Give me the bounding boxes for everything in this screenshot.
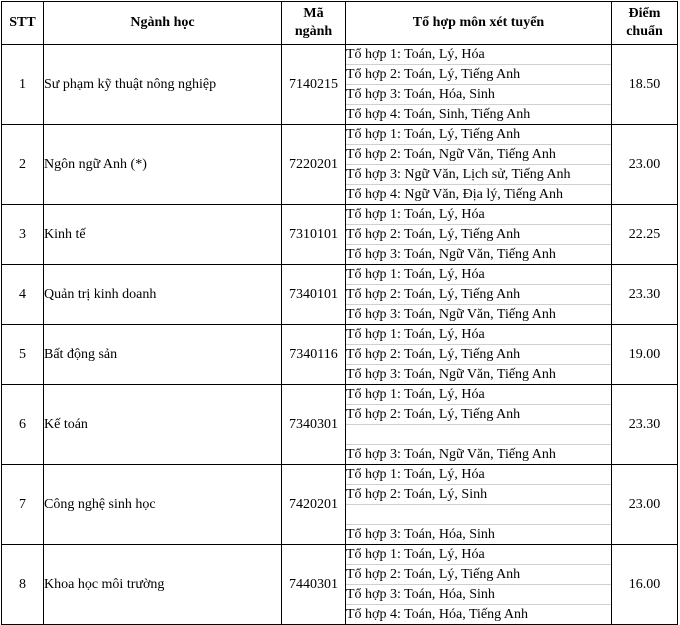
table-row (2, 465, 678, 545)
row-score: 23.00 (612, 465, 678, 545)
combo-line: Tổ hợp 2: Toán, Ngữ Văn, Tiếng Anh (346, 145, 611, 165)
combo-line (346, 425, 611, 445)
combo-line: Tổ hợp 3: Toán, Ngữ Văn, Tiếng Anh (346, 367, 556, 382)
row-code: 7420201 (282, 465, 346, 545)
combo-line (346, 505, 611, 525)
row-major: Bất động sản (44, 325, 282, 385)
combo-line: Tổ hợp 1: Toán, Lý, Hóa (346, 545, 611, 565)
header-code (282, 2, 346, 45)
combo-line: Tổ hợp 2: Toán, Lý, Tiếng Anh (346, 345, 611, 365)
row-code: 7340116 (282, 325, 346, 385)
combo-line: Tổ hợp 4: Toán, Sinh, Tiếng Anh (346, 107, 531, 122)
combo-line: Tổ hợp 1: Toán, Lý, Hóa (346, 385, 611, 405)
combo-line: Tổ hợp 4: Ngữ Văn, Địa lý, Tiếng Anh (346, 187, 563, 202)
row-combos (346, 465, 612, 545)
row-stt: 8 (2, 545, 44, 625)
row-stt: 4 (2, 265, 44, 325)
combo-line: Tổ hợp 4: Toán, Hóa, Tiếng Anh (346, 607, 528, 622)
row-major: Công nghệ sinh học (44, 465, 282, 545)
row-stt: 3 (2, 205, 44, 265)
combo-line: Tổ hợp 3: Toán, Ngữ Văn, Tiếng Anh (346, 307, 556, 322)
combo-line: Tổ hợp 2: Toán, Lý, Tiếng Anh (346, 225, 611, 245)
table-row (2, 545, 678, 625)
row-score: 19.00 (612, 325, 678, 385)
table-row (2, 385, 678, 465)
combo-line: Tổ hợp 3: Toán, Hóa, Sinh (346, 585, 611, 605)
row-combos (346, 325, 612, 385)
row-score: 23.30 (612, 265, 678, 325)
combo-line: Tổ hợp 1: Toán, Lý, Tiếng Anh (346, 125, 611, 145)
row-major: Ngôn ngữ Anh (*) (44, 125, 282, 205)
combo-line: Tổ hợp 2: Toán, Lý, Tiếng Anh (346, 285, 611, 305)
row-score: 23.30 (612, 385, 678, 465)
table-row (2, 205, 678, 265)
row-combos (346, 265, 612, 325)
row-combos (346, 545, 612, 625)
table-row (2, 45, 678, 125)
row-major: Kinh tế (44, 205, 282, 265)
combo-line: Tổ hợp 1: Toán, Lý, Hóa (346, 325, 611, 345)
table-row (2, 125, 678, 205)
header-row (2, 2, 678, 45)
combo-line: Tổ hợp 3: Toán, Ngữ Văn, Tiếng Anh (346, 247, 556, 262)
row-score: 23.00 (612, 125, 678, 205)
header-code-line1: Mã (303, 6, 324, 21)
row-combos (346, 125, 612, 205)
admissions-table (1, 1, 678, 625)
row-major: Khoa học môi trường (44, 545, 282, 625)
combo-line: Tổ hợp 1: Toán, Lý, Hóa (346, 45, 611, 65)
row-combos (346, 205, 612, 265)
combo-line: Tổ hợp 3: Ngữ Văn, Lịch sử, Tiếng Anh (346, 165, 611, 185)
combo-line: Tổ hợp 1: Toán, Lý, Hóa (346, 205, 611, 225)
header-combos: Tổ hợp môn xét tuyển (346, 2, 612, 45)
row-major: Quản trị kinh doanh (44, 265, 282, 325)
row-combos (346, 45, 612, 125)
row-stt: 2 (2, 125, 44, 205)
row-major: Kế toán (44, 385, 282, 465)
row-stt: 7 (2, 465, 44, 545)
combo-line: Tổ hợp 3: Toán, Ngữ Văn, Tiếng Anh (346, 447, 556, 462)
combo-line: Tổ hợp 2: Toán, Lý, Tiếng Anh (346, 65, 611, 85)
header-code-line2: ngành (294, 24, 333, 39)
row-score: 18.50 (612, 45, 678, 125)
row-stt: 6 (2, 385, 44, 465)
row-combos (346, 385, 612, 465)
row-code: 7140215 (282, 45, 346, 125)
header-stt: STT (2, 2, 44, 45)
row-stt: 5 (2, 325, 44, 385)
row-score: 16.00 (612, 545, 678, 625)
combo-line: Tổ hợp 1: Toán, Lý, Hóa (346, 265, 611, 285)
row-code: 7220201 (282, 125, 346, 205)
combo-line: Tổ hợp 3: Toán, Hóa, Sinh (346, 527, 495, 542)
table-row (2, 325, 678, 385)
row-code: 7310101 (282, 205, 346, 265)
combo-line: Tổ hợp 2: Toán, Lý, Sinh (346, 485, 611, 505)
combo-line: Tổ hợp 2: Toán, Lý, Tiếng Anh (346, 565, 611, 585)
header-score (612, 2, 678, 45)
row-stt: 1 (2, 45, 44, 125)
header-score-line2: chuẩn (626, 24, 663, 39)
table-body (2, 45, 678, 625)
row-score: 22.25 (612, 205, 678, 265)
row-code: 7340301 (282, 385, 346, 465)
table-row (2, 265, 678, 325)
header-score-line1: Điểm (628, 6, 661, 21)
row-code: 7440301 (282, 545, 346, 625)
header-major: Ngành học (44, 2, 282, 45)
row-major: Sư phạm kỹ thuật nông nghiệp (44, 45, 282, 125)
combo-line: Tổ hợp 2: Toán, Lý, Tiếng Anh (346, 405, 611, 425)
combo-line: Tổ hợp 3: Toán, Hóa, Sinh (346, 85, 611, 105)
row-code: 7340101 (282, 265, 346, 325)
combo-line: Tổ hợp 1: Toán, Lý, Hóa (346, 465, 611, 485)
